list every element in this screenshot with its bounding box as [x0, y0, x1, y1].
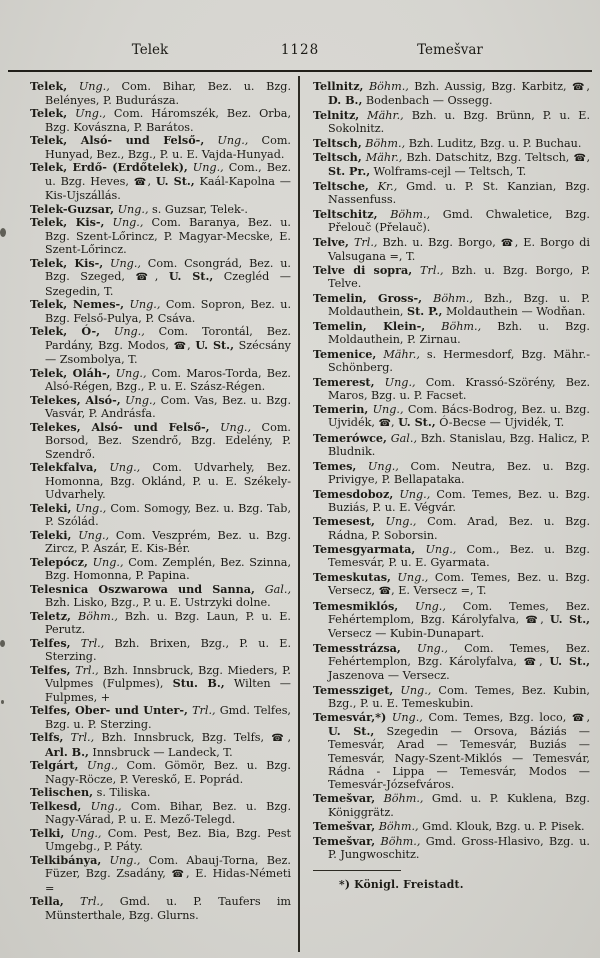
- entry: Telekfalva, Ung., Com. Udvarhely, Bez. Homonna, Bzg. Oklánd, P. u. E. Székely-Udvarhely.: [30, 460, 291, 501]
- telegraph-icon: ☎: [378, 586, 392, 598]
- running-head: [0, 42, 600, 64]
- entry: Telve di sopra, Trl., Bzh. u. Bzg. Borgo, P. Telve.: [313, 263, 591, 291]
- entry: Telnitz, Mähr., Bzh. u. Bzg. Brünn, P. u. E. Sokolnitz.: [313, 107, 590, 135]
- telegraph-icon: ☎: [133, 176, 148, 188]
- entry: Telfes, Ober- und Unter-, Trl., Gmd. Telfes, Bzg. u. P. Sterzing.: [30, 703, 291, 731]
- entry: Temenice, Mähr., s. Hermesdorf, Bzg. Mähr.-Schönberg.: [313, 346, 590, 374]
- entry: Telepócz, Ung., Com. Zemplén, Bez. Szinna, Bzg. Homonna, P. Papina.: [30, 554, 291, 582]
- entry: Telfs, Trl., Bzh. Innsbruck, Bzg. Telfs, ☎, Arl. B., Innsbruck — Landeck, T.: [30, 730, 291, 759]
- entry: Tellnitz, Böhm., Bzh. Aussig, Bzg. Karbitz, ☎, D. B., Bodenbach — Ossegg.: [313, 79, 590, 108]
- entry: Temelin, Gross-, Böhm., Bzh., Bzg. u. P. Moldauthein, St. P., Moldauthein — Wodňan.: [313, 291, 590, 319]
- entry: Temessziget, Ung., Com. Temes, Bez. Kubin, Bzg., P. u. E. Temeskubin.: [313, 682, 590, 710]
- scan-speck: [1, 700, 4, 704]
- entry: Tella, Trl., Gmd. u. P. Taufers im Münsterthale, Bzg. Glurns.: [30, 894, 292, 922]
- entry: Teleki, Ung., Com. Veszprém, Bez. u. Bzg. Zircz, P. Aszár, E. Kis-Bér.: [30, 527, 292, 555]
- header-right-keyword: Temešvar: [417, 42, 483, 58]
- scan-speck: [0, 640, 5, 647]
- entry: Telve, Trl., Bzh. u. Bzg. Borgo, ☎, E. Borgo di Valsugana =, T.: [313, 234, 590, 263]
- entry: Telfes, Trl., Bzh. Brixen, Bzg., P. u. E. Sterzing.: [30, 635, 291, 663]
- telegraph-icon: ☎: [573, 153, 587, 165]
- footnote-text: *) Königl. Freistadt.: [339, 878, 464, 892]
- entry: Teltsch, Mähr., Bzh. Datschitz, Bzg. Teltsch, ☎, St. Pr., Wolframs-cejl — Teltsch, T.: [313, 150, 591, 179]
- entry: Telek-Guzsar, Ung., s. Guzsar, Telek-.: [30, 201, 248, 216]
- footnote: [313, 870, 590, 891]
- entry: Telekes, Alsó- und Felső-, Ung., Com. Borsod, Bez. Szendrő, Bzg. Edelény, P. Szendrő.: [30, 419, 291, 461]
- telegraph-icon: ☎: [571, 713, 587, 725]
- entry: Temelin, Klein-, Böhm., Bzh. u. Bzg. Moldauthein, P. Zirnau.: [313, 318, 590, 347]
- entry: Temesvár,*) Ung., Com. Temes, Bzg. loco, ☎, U. St., Szegedin — Orsova, Báziás — Temesvár, Arad — Temesvár, Buziás — Temesvár, Nagy-Szent-Miklós — Temesvár, Rádna - Lippa — Temesvár, Modos — Temesvár-Józsefváros.: [313, 710, 591, 791]
- entry: Telfes, Trl., Bzh. Innsbruck, Bzg. Mieders, P. Vulpmes (Fulpmes), Stu. B., Wilten — Fulpmes, +: [30, 662, 291, 704]
- entry: Telek, Kis-, Ung., Com. Csongrád, Bez. u. Bzg. Szeged, ☎, U. St., Czegléd — Szegedin, T.: [30, 255, 291, 298]
- entry: Telek, Kis-, Ung., Com. Baranya, Bez. u. Bzg. Szent-Lőrincz, P. Magyar-Mecske, E. Szent-Lőrincz.: [30, 215, 291, 256]
- entry: Telesnica Oszwarowa und Sanna, Gal., Bzh. Lisko, Bzg., P. u. E. Ustrzyki dolne.: [30, 581, 292, 609]
- entry: Teltsche, Kr., Gmd. u. P. St. Kanzian, Bzg. Nassenfuss.: [313, 179, 590, 207]
- entry: Telek, Nemes-, Ung., Com. Sopron, Bez. u. Bzg. Felső-Pulya, P. Csáva.: [30, 297, 291, 325]
- entry: Teleki, Ung., Com. Somogy, Bez. u. Bzg. Tab, P. Szólád.: [30, 500, 291, 528]
- telegraph-icon: ☎: [523, 656, 540, 668]
- entry: Teltschitz, Böhm., Gmd. Chwaletice, Bzg. Přelouč (Přelauč).: [313, 206, 590, 234]
- entry: Telek, Erdő- (Erdőtelek), Ung., Com., Bez. u. Bzg. Heves, ☎, U. St., Kaál-Kapolna — Kis-Ujszállás.: [30, 160, 292, 202]
- telegraph-icon: ☎: [271, 733, 288, 744]
- entry: Temerin, Ung., Com. Bács-Bodrog, Bez. u. Bzg. Ujvidék, ☎, U. St., Ó-Becse — Ujvidék, T.: [313, 402, 590, 430]
- telegraph-icon: ☎: [572, 82, 587, 93]
- telegraph-icon: ☎: [173, 340, 188, 352]
- entry: Temesmiklós, Ung., Com. Temes, Bez. Fehértemplom, Bzg. Károlyfalva, ☎, U. St., Versecz — Kubin-Dunapart.: [313, 598, 590, 640]
- entry: Temešvar, Böhm., Gmd. u. P. Kuklena, Bzg. Königgrätz.: [313, 791, 590, 819]
- entry: Temesgyarmata, Ung., Com., Bez. u. Bzg. Temesvár, P. u. E. Gyarmata.: [313, 542, 590, 570]
- entry: Temerówce, Gal., Bzh. Stanislau, Bzg. Halicz, P. Bludnik.: [313, 431, 590, 459]
- entry: Telekes, Alsó-, Ung., Com. Vas, Bez. u. Bzg. Vasvár, P. Andrásfa.: [30, 392, 291, 420]
- entry: Telkibánya, Ung., Com. Abauj-Torna, Bez. Füzer, Bzg. Zsadány, ☎, E. Hidas-Németi =: [30, 852, 291, 895]
- footnote-rule: [313, 870, 401, 871]
- entry: Temešvar, Böhm., Gmd. Klouk, Bzg. u. P. Pisek.: [313, 819, 585, 834]
- entry: Telischen, s. Tiliska.: [30, 785, 151, 799]
- telegraph-icon: ☎: [135, 272, 155, 283]
- entry: Temesdoboz, Ung., Com. Temes, Bez. u. Bzg. Buziás, P. u. E. Végvár.: [313, 486, 591, 514]
- columns: [10, 76, 592, 952]
- entry: Temerest, Ung., Com. Krassó-Szörény, Bez. Maros, Bzg. u. P. Facset.: [313, 374, 590, 402]
- header-rule: [8, 70, 592, 72]
- entry: Telek, Oláh-, Ung., Com. Maros-Torda, Bez. Alsó-Régen, Bzg., P. u. E. Szász-Régen.: [30, 365, 291, 393]
- telegraph-icon: ☎: [378, 418, 391, 430]
- entry: Teltsch, Böhm., Bzh. Luditz, Bzg. u. P. Buchau.: [313, 135, 582, 150]
- page-number: 1128: [280, 42, 320, 58]
- entry: Telgárt, Ung., Com. Gömör, Bez. u. Bzg. Nagy-Röcze, P. Vereskő, E. Poprád.: [30, 758, 291, 786]
- column-right: [300, 76, 592, 952]
- telegraph-icon: ☎: [171, 869, 187, 880]
- entry: Teletz, Böhm., Bzh. u. Bzg. Laun, P. u. E. Perutz.: [30, 608, 291, 636]
- entry: Telek, Alsó- und Felső-, Ung., Com. Hunyad, Bez., Bzg., P. u. E. Vajda-Hunyad.: [30, 133, 291, 161]
- entry: Temešvar, Böhm., Gmd. Gross-Hlasivo, Bzg. u. P. Jungwoschitz.: [313, 833, 590, 861]
- entry: Temeskutas, Ung., Com. Temes, Bez. u. Bzg. Versecz, ☎, E. Versecz =, T.: [313, 569, 590, 598]
- entry: Temesest, Ung., Com. Arad, Bez. u. Bzg. Rádna, P. Soborsin.: [313, 514, 591, 542]
- entry: Temes, Ung., Com. Neutra, Bez. u. Bzg. Privigye, P. Bellapataka.: [313, 458, 590, 486]
- entry: Telek, Ó-, Ung., Com. Torontál, Bez. Pardány, Bzg. Modos, ☎, U. St., Szécsány — Zsombolya, T.: [30, 324, 291, 366]
- scan-speck: [0, 228, 6, 237]
- column-left: [10, 76, 298, 952]
- entry: Telek, Ung., Com. Háromszék, Bez. Orba, Bzg. Kovászna, P. Barátos.: [30, 106, 291, 134]
- telegraph-icon: ☎: [525, 614, 541, 626]
- entry: Telkesd, Ung., Com. Bihar, Bez. u. Bzg. Nagy-Várad, P. u. E. Mező-Telegd.: [30, 798, 291, 826]
- telegraph-icon: ☎: [500, 237, 515, 249]
- header-left-keyword: Telek: [131, 42, 169, 58]
- entry: Telki, Ung., Com. Pest, Bez. Bia, Bzg. Pest Umgebg., P. Páty.: [30, 825, 291, 853]
- entry: Temesstrázsa, Ung., Com. Temes, Bez. Fehértemplon, Bzg. Károlyfalva, ☎, U. St., Jaszenova — Versecz.: [313, 640, 590, 682]
- entry: Telek, Ung., Com. Bihar, Bez. u. Bzg. Belényes, P. Budurásza.: [30, 79, 292, 107]
